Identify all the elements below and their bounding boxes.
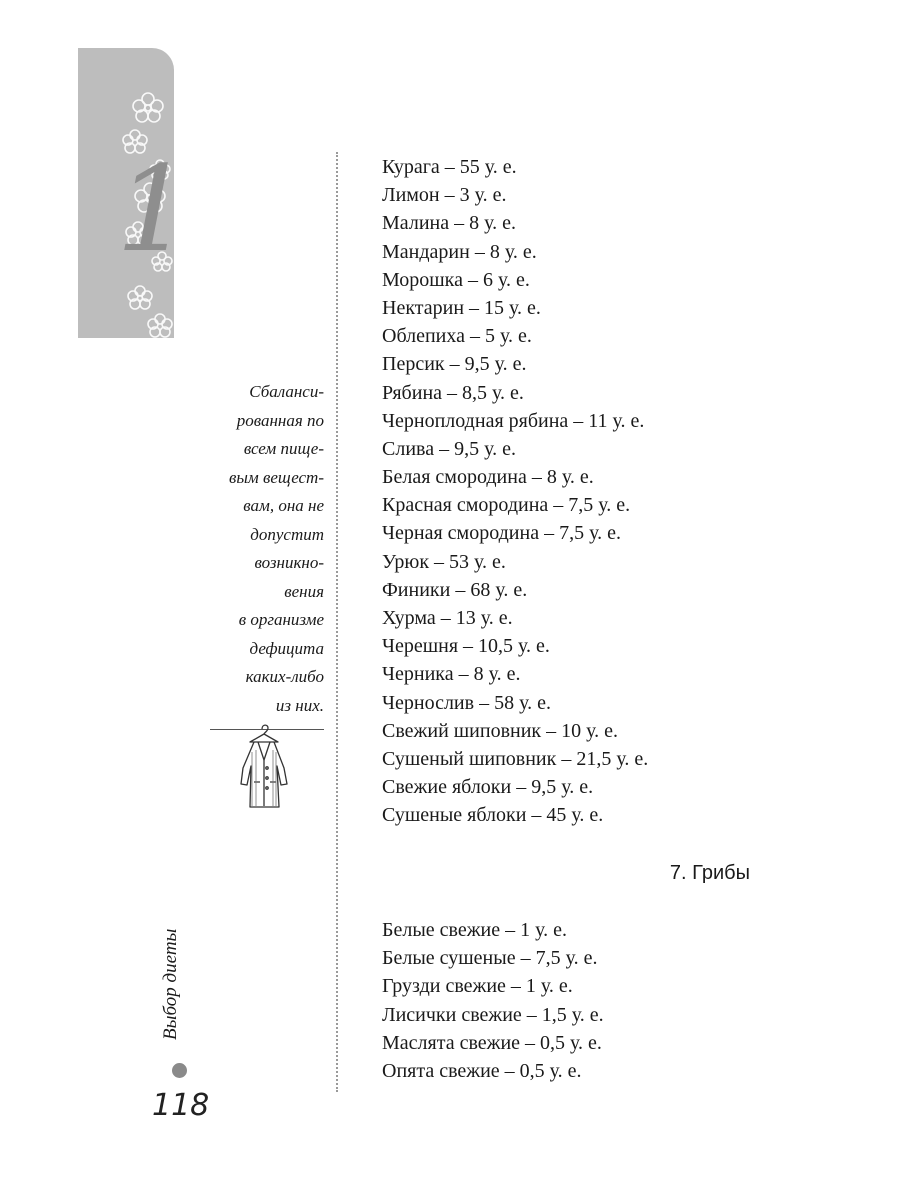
list-item: Рябина – 8,5 у. е. (382, 381, 524, 404)
mushroom-list (382, 916, 604, 1085)
margin-note-line: Сбаланси- (249, 382, 324, 401)
list-item: Свежие яблоки – 9,5 у. е. (382, 776, 594, 799)
fruit-list (382, 153, 648, 830)
list-item: Белая смородина – 8 у. е. (382, 466, 594, 489)
margin-note-line: дефицита (249, 638, 324, 658)
list-item: Грузди свежие – 1 у. е. (382, 975, 573, 998)
list-item: Сушеные яблоки – 45 у. е. (382, 804, 604, 827)
margin-note-line: вым вещест- (229, 467, 324, 487)
margin-note-line: вам, она не (243, 496, 324, 515)
margin-note-line: из них. (275, 695, 324, 715)
list-item: Облепиха – 5 у. е. (382, 325, 532, 348)
list-item: Белые свежие – 1 у. е. (382, 919, 568, 941)
list-item: Нектарин – 15 у. е. (382, 296, 541, 319)
list-item: Лисички свежие – 1,5 у. е. (382, 1003, 604, 1026)
margin-note-line: в организме (238, 610, 324, 629)
list-item: Персик – 9,5 у. е. (382, 353, 527, 376)
margin-note-line: всем пище- (243, 439, 324, 458)
list-item: Черноплодная рябина – 11 у. е. (382, 409, 645, 432)
page-number: 118 (152, 1088, 210, 1123)
list-item: Черешня – 10,5 у. е. (382, 635, 550, 658)
list-item: Черная смородина – 7,5 у. е. (382, 522, 621, 545)
margin-note-line: рованная по (236, 410, 324, 430)
list-item: Сушеный шиповник – 21,5 у. е. (382, 747, 649, 770)
list-item: Маслята свежие – 0,5 у. е. (382, 1031, 602, 1054)
list-item: Опята свежие – 0,5 у. е. (382, 1059, 582, 1082)
list-item: Финики – 68 у. е. (382, 578, 528, 601)
running-title: Выбор диеты (160, 928, 181, 1040)
list-item: Курага – 55 у. е. (382, 156, 517, 178)
list-item: Мандарин – 8 у. е. (382, 240, 537, 263)
list-item: Белые сушеные – 7,5 у. е. (382, 947, 598, 970)
margin-note-line: возникно- (254, 553, 324, 572)
margin-note-line: допустит (250, 524, 324, 544)
margin-note (196, 378, 324, 720)
list-item: Слива – 9,5 у. е. (382, 437, 516, 460)
margin-note-line: вения (284, 581, 324, 601)
margin-note-line: каких-либо (245, 667, 324, 686)
list-item: Морошка – 6 у. е. (382, 268, 530, 291)
folio-dot-icon (172, 1063, 187, 1078)
chapter-number: 1 (116, 140, 192, 278)
section-heading: 7. Грибы (669, 862, 750, 884)
list-item: Лимон – 3 у. е. (382, 184, 507, 207)
list-item: Урюк – 53 у. е. (382, 550, 506, 573)
coat-on-hanger-icon (238, 722, 288, 814)
column-divider (336, 152, 338, 1092)
list-item: Хурма – 13 у. е. (382, 607, 513, 629)
list-item: Свежий шиповник – 10 у. е. (382, 719, 619, 742)
list-item: Красная смородина – 7,5 у. е. (382, 494, 631, 517)
list-item: Чернослив – 58 у. е. (382, 691, 551, 714)
list-item: Малина – 8 у. е. (382, 212, 516, 235)
list-item: Черника – 8 у. е. (382, 663, 521, 686)
